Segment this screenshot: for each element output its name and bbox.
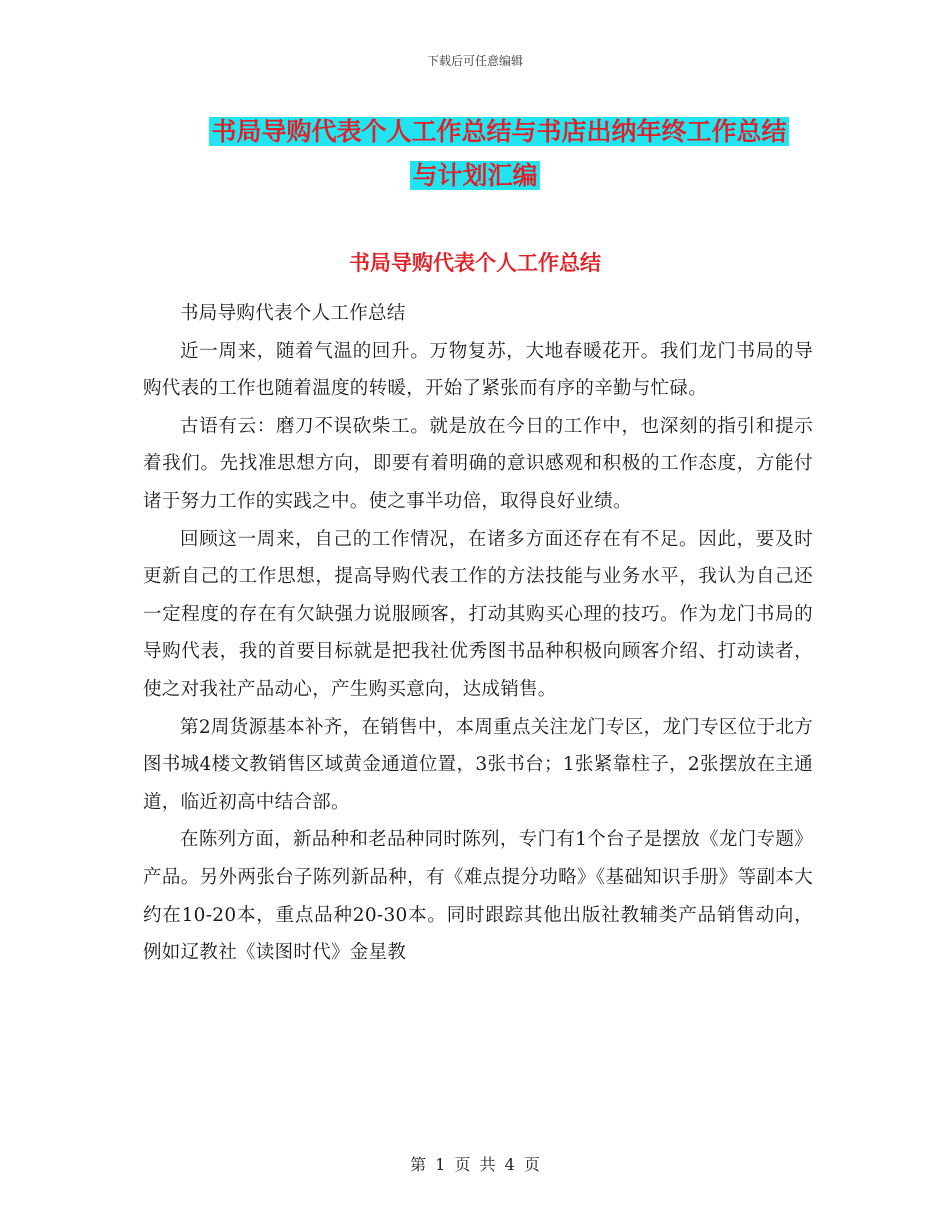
paragraph: 书局导购代表个人工作总结 [180,303,406,324]
paragraph: 在陈列方面，新品种和老品种同时陈列，专门有1个台子是摆放《龙门专题》产品。另外两张台子陈列新品种，有《难点提分功略》《基础知识手册》等副本大约在10-20本，重点品种20-30本。同时跟踪其他出版社教辅类产品销售动向，例如辽教社《读图时代》金星教 [143,829,813,964]
paragraph: 古语有云：磨刀不误砍柴工。就是放在今日的工作中，也深刻的指引和提示着我们。先找准思想方向，即要有着明确的意识感观和积极的工作态度，方能付诸于努力工作的实践之中。使之事半功倍，取得良好业绩。 [143,415,813,512]
document-title-line-1: 书局导购代表个人工作总结与书店出纳年终工作总结 [211,117,787,146]
paragraph: 近一周来，随着气温的回升。万物复苏，大地春暖花开。我们龙门书局的导购代表的工作也随着温度的转暖，开始了紧张而有序的辛勤与忙碌。 [143,340,813,400]
paragraph: 第2周货源基本补齐，在销售中，本周重点关注龙门专区，龙门专区位于北方图书城4楼文教销售区域黄金通道位置，3张书台；1张紧靠柱子，2张摆放在主通道，临近初高中结合部。 [143,716,813,813]
document-title [0,110,950,198]
document-title-line-2: 与计划汇编 [412,161,538,190]
paragraph: 回顾这一周来，自己的工作情况，在诸多方面还存在有不足。因此，要及时更新自己的工作思想，提高导购代表工作的方法技能与业务水平，我认为自己还一定程度的存在有欠缺强力说服顾客，打动其购买心理的技巧。作为龙门书局的导购代表，我的首要目标就是把我社优秀图书品种积极向顾客介绍、打动读者，使之对我社产品动心，产生购买意向，达成销售。 [143,528,813,700]
body-text [143,295,813,972]
page-header-note: 下载后可任意编辑 [426,54,523,68]
page-number: 第 1 页 共 4 页 [410,1155,540,1174]
section-heading: 书局导购代表个人工作总结 [349,251,601,275]
